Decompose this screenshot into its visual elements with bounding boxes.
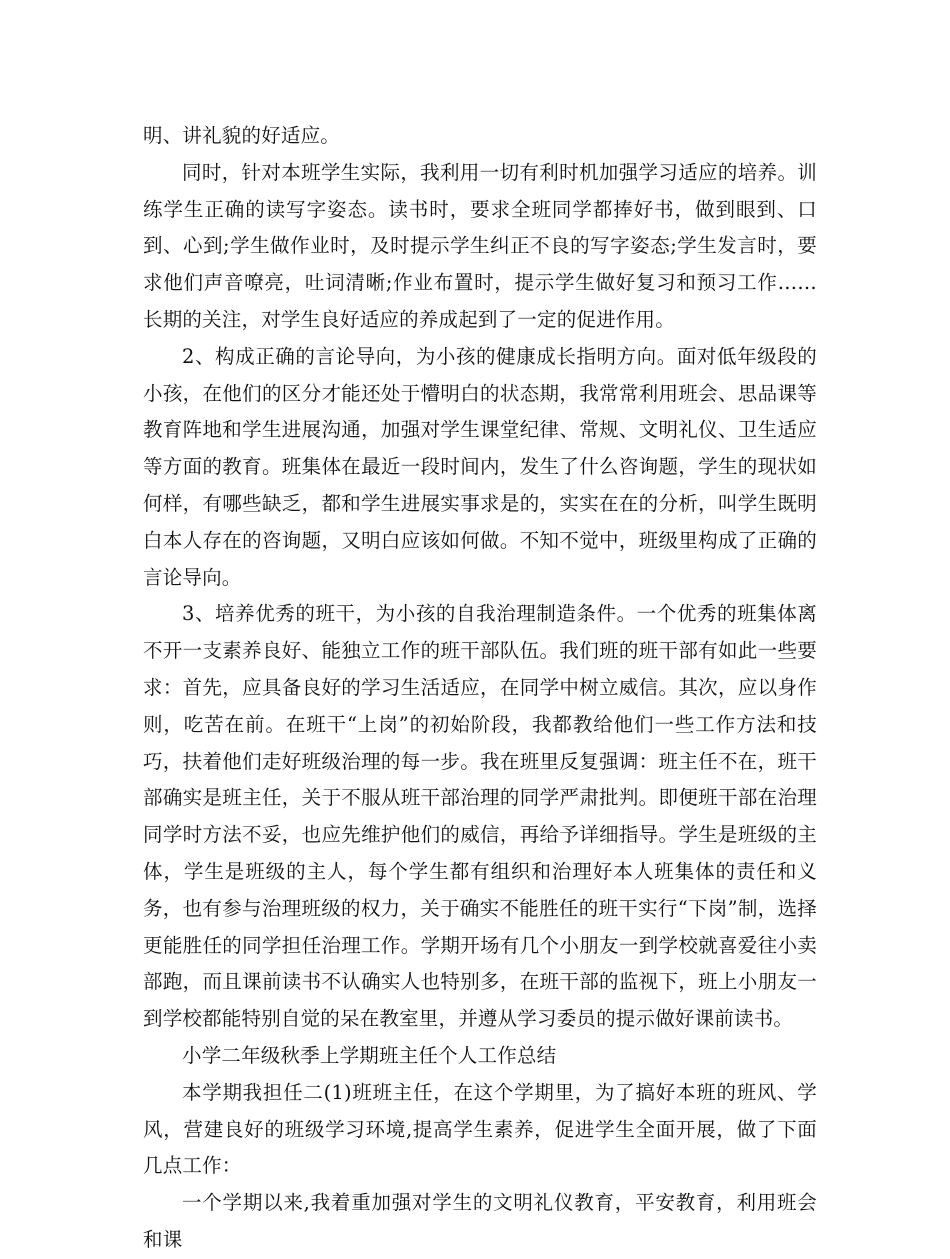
paragraph-continuation: 明、讲礼貌的好适应。 — [143, 124, 341, 147]
paragraph-class-cadres: 3、培养优秀的班干，为小孩的自我治理制造条件。一个优秀的班集体离不开一支素养良好、能独立工作的班干部队伍。我们班的班干部有如此一些要求：首先，应具备良好的学习生活适应，在同学中树立威信。其次，应以身作则，吃苦在前。在班干“上岗”的初始阶段，我都教给他们一些工作方法和技巧，扶着他们走好班级治理的每一步。我在班里反复强调：班主任不在，班干部确实是班主任，关于不服从班干部治理的同学严肃批判。即便班干部在治理同学时方法不妥，也应先维护他们的威信，再给予详细指导。学生是班级的主体，学生是班级的主人，每个学生都有组织和治理好本人班集体的责任和义务，也有参与治理班级的权力，关于确实不能胜任的班干实行“下岗”制，选择更能胜任的同学担任治理工作。学期开场有几个小朋友一到学校就喜爱往小卖部跑，而且课前读书不认确实人也特别多，在班干部的监视下，班上小朋友一到学校都能特别自觉的呆在教室里，并遵从学习委员的提示做好课前读书。 — [143, 602, 817, 1031]
section-title: 小学二年级秋季上学期班主任个人工作总结 — [182, 1043, 557, 1067]
paragraph-etiquette-education: 一个学期以来,我着重加强对学生的文明礼仪教育，平安教育，利用班会和课 — [143, 1191, 817, 1251]
paragraph-study-habits: 同时，针对本班学生实际，我利用一切有利时机加强学习适应的培养。训练学生正确的读写字姿态。读书时，要求全班同学都捧好书，做到眼到、口到、心到;学生做作业时，及时提示学生纠正不良的写字姿态;学生发言时，要求他们声音嘹亮，吐词清晰;作业布置时，提示学生做好复习和预习工作……长期的关注，对学生良好适应的养成起到了一定的促进作用。 — [143, 160, 817, 331]
paragraph-semester-intro: 本学期我担任二(1)班班主任，在这个学期里，为了搞好本班的班风、学风，营建良好的班级学习环境,提高学生素养，促进学生全面开展，做了下面几点工作： — [143, 1080, 817, 1178]
paragraph-opinion-guidance: 2、构成正确的言论导向，为小孩的健康成长指明方向。面对低年级段的小孩，在他们的区分才能还处于懵明白的状态期，我常常利用班会、思品课等教育阵地和学生进展沟通，加强对学生课堂纪律、常规、文明礼仪、卫生适应等方面的教育。班集体在最近一段时间内，发生了什么咨询题，学生的现状如何样，有哪些缺乏，都和学生进展实事求是的，实实在在的分析，叫学生既明白本人存在的咨询题，又明白应该如何做。不知不觉中，班级里构成了正确的言论导向。 — [143, 344, 817, 589]
